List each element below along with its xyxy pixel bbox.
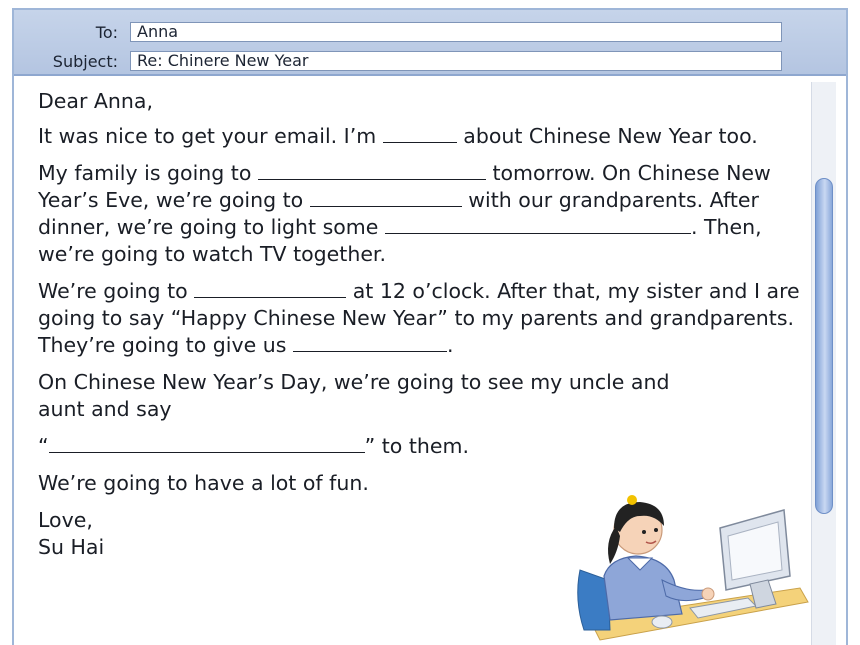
paragraph-4: On Chinese New Year’s Day, we’re going to see my uncle and aunt and say: [38, 370, 670, 421]
paragraph-1: [38, 123, 808, 150]
paragraph-3: [38, 278, 808, 359]
closing: Love,: [38, 508, 93, 532]
p2-text-d: . Then, we’re going to watch TV together.: [38, 215, 762, 266]
blank-1[interactable]: [383, 126, 457, 143]
to-label: To:: [95, 22, 118, 42]
scroll-thumb[interactable]: [815, 178, 833, 514]
to-field[interactable]: Anna: [130, 22, 782, 42]
blank-5[interactable]: [194, 281, 346, 298]
email-header: [14, 10, 846, 76]
girl-at-computer-icon: [570, 480, 810, 645]
paragraph-6: We’re going to have a lot of fun.: [38, 471, 369, 495]
p2-text-b: tomorrow. On Chinese New Year’s Eve, we’re going to: [38, 161, 771, 212]
blank-4[interactable]: [385, 217, 691, 234]
blank-3[interactable]: [310, 190, 462, 207]
to-row: [14, 21, 782, 43]
p3-text-c: .: [446, 333, 454, 357]
paragraph-5: [38, 433, 808, 460]
signature: Su Hai: [38, 535, 105, 559]
subject-field[interactable]: Re: Chinere New Year: [130, 51, 782, 71]
email-window: [12, 8, 848, 645]
p2-text-c: with our grandparents. After dinner, we’re going to light some: [38, 188, 759, 239]
p3-text-a: We’re going to: [38, 279, 188, 303]
p5-text: ” to them.: [364, 434, 469, 458]
subject-row: [14, 50, 782, 72]
p2-text-a: My family is going to: [38, 161, 252, 185]
salutation: Dear Anna,: [38, 89, 153, 113]
vertical-scrollbar[interactable]: [811, 82, 836, 645]
blank-6[interactable]: [293, 335, 447, 352]
subject-label: Subject:: [52, 51, 118, 71]
p5-open-quote: “: [38, 434, 49, 458]
blank-2[interactable]: [258, 163, 486, 180]
blank-7[interactable]: [49, 436, 365, 453]
p1-text-a: It was nice to get your email. I’m: [38, 124, 377, 148]
paragraph-2: [38, 160, 808, 268]
p3-text-b: at 12 o’clock. After that, my sister and I are going to say “Happy Chinese New Year” to my parents and grandparents. They’re going to give us: [38, 279, 800, 357]
p1-text-b: about Chinese New Year too.: [463, 124, 758, 148]
